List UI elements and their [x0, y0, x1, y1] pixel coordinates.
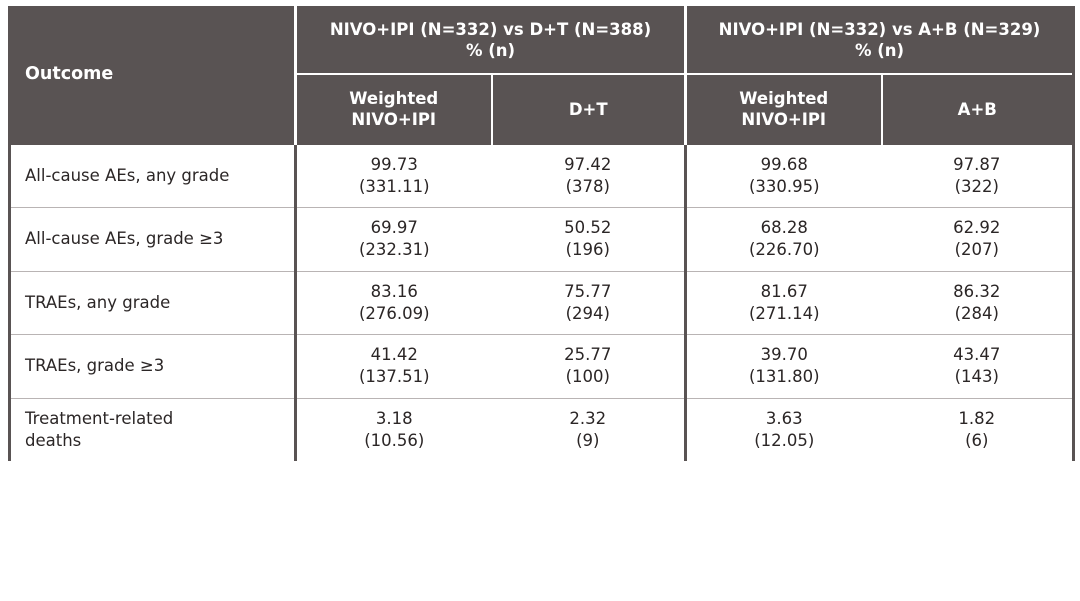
- cell-weighted-nivoipi-1: [296, 398, 492, 461]
- subheader-line1: A+B: [957, 99, 997, 119]
- cell-dt: [492, 271, 686, 335]
- cell-ab: [882, 208, 1074, 272]
- cell-weighted-nivoipi-1: [296, 271, 492, 335]
- subheader-line1: D+T: [568, 99, 608, 119]
- row-label: [10, 398, 296, 461]
- column-header-outcome: Outcome: [10, 6, 296, 145]
- cell-percent: 86.32: [953, 281, 1001, 301]
- cell-count: (9): [576, 430, 600, 450]
- group-header-line1: NIVO+IPI (N=332) vs A+B (N=329): [718, 20, 1041, 39]
- cell-count: (131.80): [748, 367, 820, 387]
- column-group-header-nivoipi-vs-dt: [296, 6, 686, 74]
- cell-weighted-nivoipi-2: [686, 271, 882, 335]
- column-header-dt: [492, 74, 686, 144]
- row-label-line2: deaths: [25, 430, 82, 450]
- cell-weighted-nivoipi-1: [296, 145, 492, 208]
- column-header-weighted-nivoipi-1: [296, 74, 492, 144]
- cell-count: (331.11): [358, 176, 430, 196]
- row-label-line1: All-cause AEs, any grade: [25, 165, 230, 185]
- cell-dt: [492, 398, 686, 461]
- table-header: [10, 6, 1074, 145]
- cell-percent: 41.42: [370, 345, 418, 365]
- row-label-line1: Treatment-related: [25, 408, 174, 428]
- cell-ab: [882, 145, 1074, 208]
- table-row: [10, 145, 1074, 208]
- subheader-line1: Weighted: [349, 89, 439, 109]
- cell-weighted-nivoipi-1: [296, 208, 492, 272]
- cell-count: (143): [954, 367, 999, 387]
- cell-percent: 97.42: [564, 154, 612, 174]
- cell-count: (276.09): [358, 303, 430, 323]
- group-header-line2: % (n): [854, 40, 905, 60]
- cell-ab: [882, 335, 1074, 399]
- cell-weighted-nivoipi-2: [686, 145, 882, 208]
- row-label-line1: TRAEs, any grade: [25, 292, 171, 312]
- cell-percent: 83.16: [370, 281, 418, 301]
- column-header-ab: [882, 74, 1074, 144]
- cell-percent: 69.97: [370, 218, 418, 238]
- group-header-line1: NIVO+IPI (N=332) vs D+T (N=388): [329, 20, 652, 39]
- table-row: [10, 335, 1074, 399]
- cell-percent: 62.92: [953, 218, 1001, 238]
- row-label: [10, 208, 296, 272]
- cell-percent: 3.63: [765, 408, 803, 428]
- cell-percent: 43.47: [953, 345, 1001, 365]
- table-row: [10, 398, 1074, 461]
- cell-count: (196): [565, 240, 610, 260]
- cell-count: (294): [565, 303, 610, 323]
- cell-count: (207): [954, 240, 999, 260]
- cell-dt: [492, 335, 686, 399]
- cell-count: (137.51): [358, 367, 430, 387]
- column-group-header-nivoipi-vs-ab: [686, 6, 1074, 74]
- cell-ab: [882, 398, 1074, 461]
- table-header-group-row: [10, 6, 1074, 74]
- cell-percent: 2.32: [569, 408, 607, 428]
- cell-dt: [492, 145, 686, 208]
- cell-count: (100): [565, 367, 610, 387]
- cell-percent: 68.28: [760, 218, 808, 238]
- cell-count: (12.05): [754, 430, 815, 450]
- cell-count: (284): [954, 303, 999, 323]
- column-header-weighted-nivoipi-2: [686, 74, 882, 144]
- cell-percent: 25.77: [564, 345, 612, 365]
- cell-percent: 97.87: [953, 154, 1001, 174]
- table-row: [10, 271, 1074, 335]
- cell-percent: 75.77: [564, 281, 612, 301]
- subheader-line2: NIVO+IPI: [741, 109, 827, 129]
- cell-count: (322): [954, 176, 999, 196]
- cell-percent: 1.82: [958, 408, 996, 428]
- cell-percent: 99.68: [760, 154, 808, 174]
- cell-weighted-nivoipi-2: [686, 208, 882, 272]
- cell-count: (226.70): [748, 240, 820, 260]
- cell-dt: [492, 208, 686, 272]
- row-label: [10, 335, 296, 399]
- subheader-line2: NIVO+IPI: [351, 109, 437, 129]
- outcomes-comparison-table: [8, 6, 1075, 461]
- cell-count: (6): [965, 430, 989, 450]
- cell-count: (10.56): [364, 430, 425, 450]
- row-label: [10, 271, 296, 335]
- cell-percent: 3.18: [375, 408, 413, 428]
- cell-weighted-nivoipi-2: [686, 398, 882, 461]
- cell-percent: 81.67: [760, 281, 808, 301]
- cell-ab: [882, 271, 1074, 335]
- cell-weighted-nivoipi-2: [686, 335, 882, 399]
- row-label: [10, 145, 296, 208]
- cell-percent: 39.70: [760, 345, 808, 365]
- cell-percent: 50.52: [564, 218, 612, 238]
- cell-weighted-nivoipi-1: [296, 335, 492, 399]
- group-header-line2: % (n): [465, 40, 516, 60]
- subheader-line1: Weighted: [739, 89, 829, 109]
- cell-count: (330.95): [748, 176, 820, 196]
- table-body: [10, 145, 1074, 462]
- cell-count: (232.31): [358, 240, 430, 260]
- cell-count: (271.14): [748, 303, 820, 323]
- cell-count: (378): [565, 176, 610, 196]
- row-label-line1: All-cause AEs, grade ≥3: [25, 229, 224, 249]
- row-label-line1: TRAEs, grade ≥3: [25, 356, 165, 376]
- table-row: [10, 208, 1074, 272]
- cell-percent: 99.73: [370, 154, 418, 174]
